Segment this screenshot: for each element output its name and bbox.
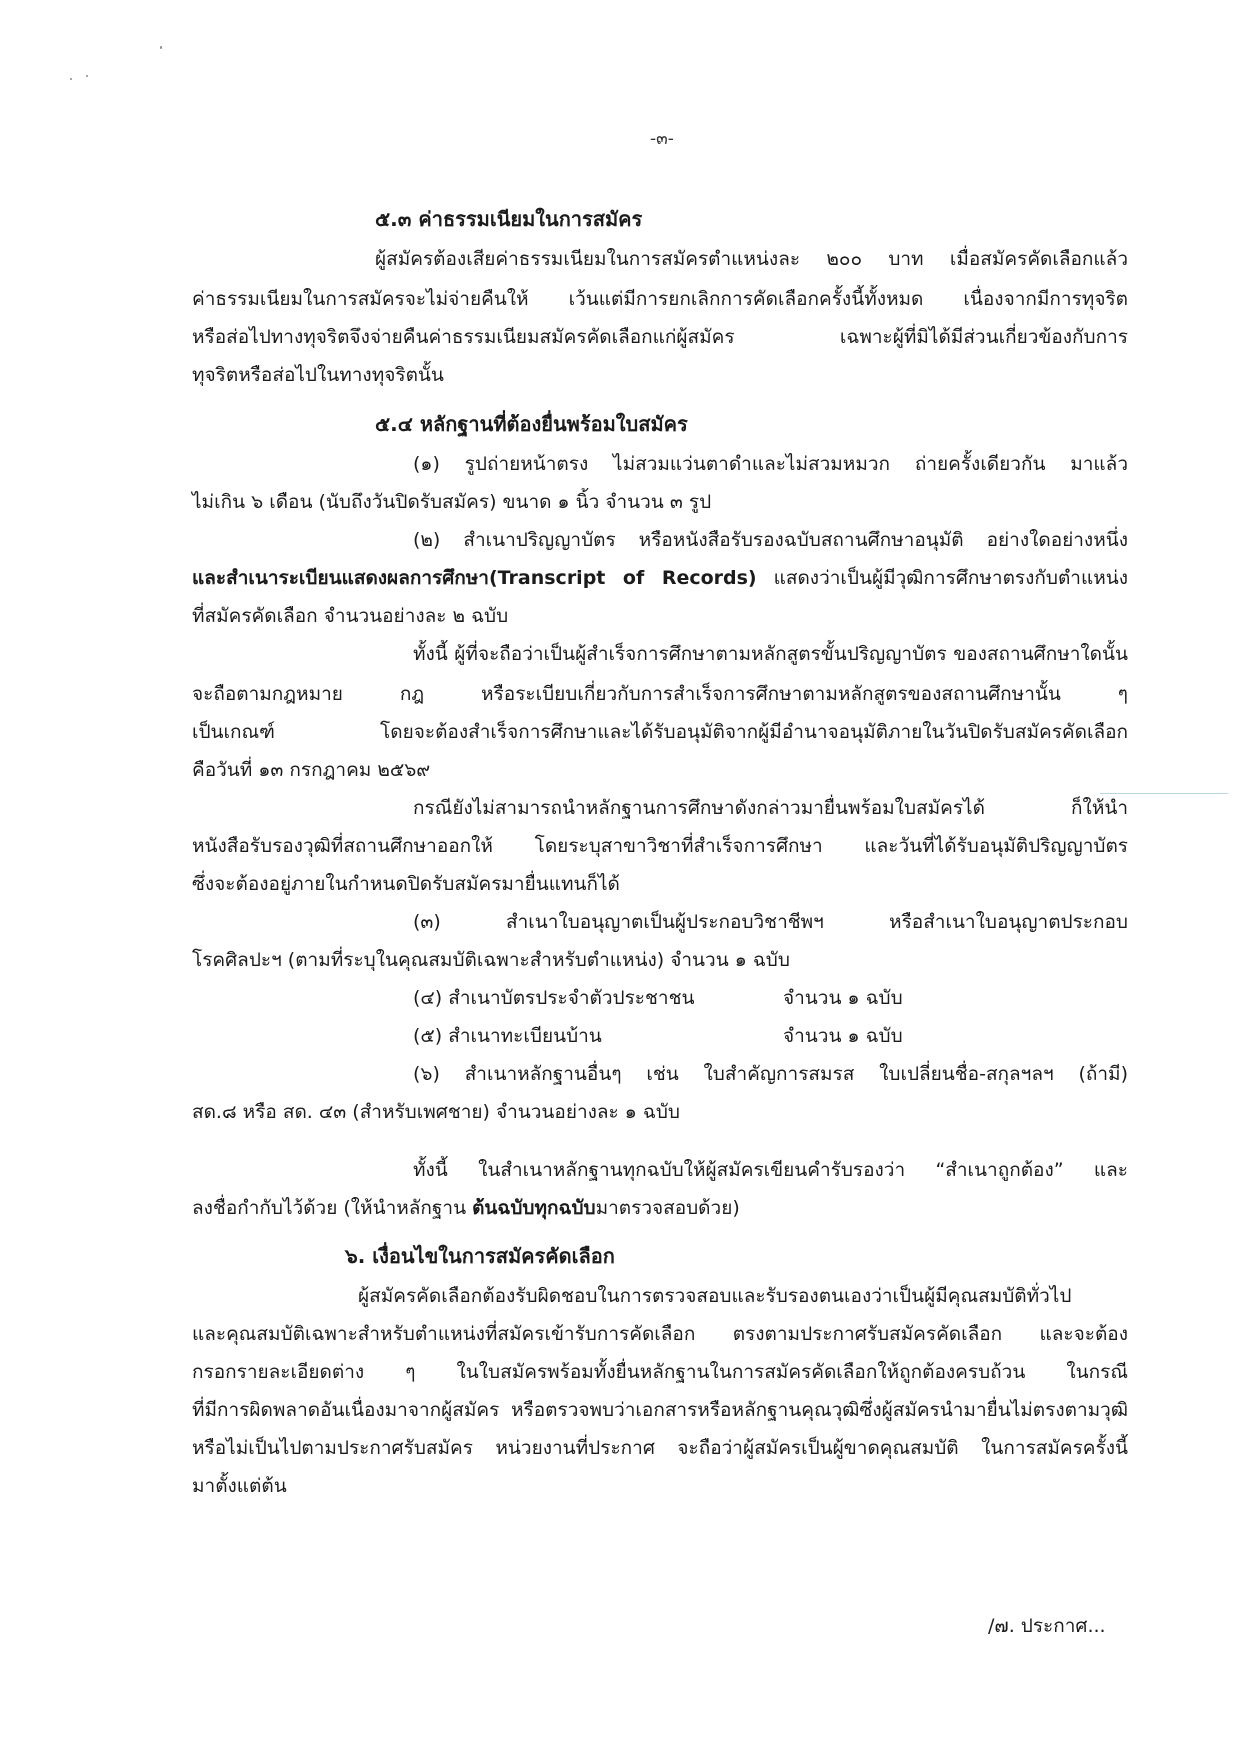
paragraph-line: มาตั้งแต่ต้น <box>192 1475 287 1497</box>
paragraph-line: ผู้สมัครคัดเลือกต้องรับผิดชอบในการตรวจสอบและรับรองตนเองว่าเป็นผู้มีคุณสมบัติทั่วไป <box>358 1285 1072 1307</box>
certification-line <box>192 1194 740 1222</box>
item-5-amount: จำนวน ๑ ฉบับ <box>783 1025 903 1047</box>
scan-speck <box>86 75 88 77</box>
note-2-line: หนังสือรับรองวุฒิที่สถานศึกษาออกให้ โดยระบุสาขาวิชาที่สำเร็จการศึกษา และวันที่ได้รับอนุมัติปริญญาบัตร <box>192 835 1128 857</box>
scan-speck <box>160 46 162 49</box>
scan-speck <box>70 78 72 80</box>
item-2-bold-text: และสำเนาระเบียนแสดงผลการศึกษา(Transcript of Records) <box>192 567 757 589</box>
note-2-line: กรณียังไม่สามารถนำหลักฐานการศึกษาดังกล่าวมายื่นพร้อมใบสมัครได้ ก็ให้นำ <box>413 797 1128 819</box>
note-1-line: จะถือตามกฎหมาย กฎ หรือระเบียบเกี่ยวกับการสำเร็จการศึกษาตามหลักสูตรของสถานศึกษานั้น ๆ <box>192 683 1128 705</box>
section-5-3-heading: ๕.๓ ค่าธรรมเนียมในการสมัคร <box>375 207 643 231</box>
item-2-text: แสดงว่าเป็นผู้มีวุฒิการศึกษาตรงกับตำแหน่ง <box>756 567 1129 589</box>
item-6-line: สด.๘ หรือ สด. ๔๓ (สำหรับเพศชาย) จำนวนอย่างละ ๑ ฉบับ <box>192 1101 680 1123</box>
paragraph-line: กรอกรายละเอียดต่าง ๆ ในใบสมัครพร้อมทั้งยื่นหลักฐานในการสมัครคัดเลือกให้ถูกต้องครบถ้วน ในกรณี <box>192 1361 1128 1383</box>
section-5-4-heading: ๕.๔ หลักฐานที่ต้องยื่นพร้อมใบสมัคร <box>375 412 688 436</box>
item-1-line: (๑) รูปถ่ายหน้าตรง ไม่สวมแว่นตาดำและไม่สวมหมวก ถ่ายครั้งเดียวกัน มาแล้ว <box>413 453 1128 475</box>
certification-text: ลงชื่อกำกับไว้ด้วย (ให้นำหลักฐาน <box>192 1197 473 1219</box>
item-5-label: (๕) สำเนาทะเบียนบ้าน <box>413 1025 602 1047</box>
item-4-amount: จำนวน ๑ ฉบับ <box>783 987 903 1009</box>
item-6-line: (๖) สำเนาหลักฐานอื่นๆ เช่น ใบสำคัญการสมรส ใบเปลี่ยนชื่อ-สกุลฯลฯ (ถ้ามี) <box>413 1063 1128 1085</box>
item-2-line: (๒) สำเนาปริญญาบัตร หรือหนังสือรับรองฉบับสถานศึกษาอนุมัติ อย่างใดอย่างหนึ่ง <box>413 529 1128 551</box>
note-1-line: ทั้งนี้ ผู้ที่จะถือว่าเป็นผู้สำเร็จการศึกษาตามหลักสูตรขั้นปริญญาบัตร ของสถานศึกษาใดนั้น <box>413 643 1128 665</box>
continuation-note: /๗. ประกาศ... <box>988 1615 1106 1637</box>
item-1-line: ไม่เกิน ๖ เดือน (นับถึงวันปิดรับสมัคร) ขนาด ๑ นิ้ว จำนวน ๓ รูป <box>192 491 712 513</box>
certification-text: มาตรวจสอบด้วย) <box>595 1197 740 1219</box>
paragraph-line: ทุจริตหรือส่อไปในทางทุจริตนั้น <box>192 364 444 386</box>
item-2-line: ที่สมัครคัดเลือก จำนวนอย่างละ ๒ ฉบับ <box>192 605 509 627</box>
paragraph-line: ที่มีการผิดพลาดอันเนื่องมาจากผู้สมัคร หรือตรวจพบว่าเอกสารหรือหลักฐานคุณวุฒิซึ่งผู้สมัครนำมายื่นไม่ตรงตามวุฒิ <box>192 1399 1128 1421</box>
certification-bold-text: ต้นฉบับทุกฉบับ <box>472 1197 596 1219</box>
note-1-line: คือวันที่ ๑๓ กรกฎาคม ๒๕๖๙ <box>192 759 431 781</box>
paragraph-line: หรือไม่เป็นไปตามประกาศรับสมัคร หน่วยงานที่ประกาศ จะถือว่าผู้สมัครเป็นผู้ขาดคุณสมบัติ ในการสมัครครั้งนี้ <box>192 1437 1128 1459</box>
paragraph-line: และคุณสมบัติเฉพาะสำหรับตำแหน่งที่สมัครเข้ารับการคัดเลือก ตรงตามประกาศรับสมัครคัดเลือก และจะต้อง <box>192 1323 1128 1345</box>
paragraph-line: ค่าธรรมเนียมในการสมัครจะไม่จ่ายคืนให้ เว้นแต่มีการยกเลิกการคัดเลือกครั้งนี้ทั้งหมด เนื่องจากมีการทุจริต <box>192 288 1128 310</box>
note-2-line: ซึ่งจะต้องอยู่ภายในกำหนดปิดรับสมัครมายื่นแทนก็ได้ <box>192 873 620 895</box>
item-2-line <box>192 564 1128 592</box>
item-3-line: (๓) สำเนาใบอนุญาตเป็นผู้ประกอบวิชาชีพฯ หรือสำเนาใบอนุญาตประกอบ <box>413 911 1128 933</box>
page-number: -๓- <box>650 129 674 149</box>
paragraph-line: หรือส่อไปทางทุจริตจึงจ่ายคืนค่าธรรมเนียมสมัครคัดเลือกแก่ผู้สมัคร เฉพาะผู้ที่มิได้มีส่วนเกี่ยวข้องกับการ <box>192 326 1128 348</box>
item-4-label: (๔) สำเนาบัตรประจำตัวประชาชน <box>413 987 695 1009</box>
item-3-line: โรคศิลปะฯ (ตามที่ระบุในคุณสมบัติเฉพาะสำหรับตำแหน่ง) จำนวน ๑ ฉบับ <box>192 949 790 971</box>
note-1-line: เป็นเกณฑ์ โดยจะต้องสำเร็จการศึกษาและได้รับอนุมัติจากผู้มีอำนาจอนุมัติภายในวันปิดรับสมัครคัดเลือก <box>192 721 1128 743</box>
section-6-heading: ๖. เงื่อนไขในการสมัครคัดเลือก <box>345 1244 615 1268</box>
certification-line: ทั้งนี้ ในสำเนาหลักฐานทุกฉบับให้ผู้สมัครเขียนคำรับรองว่า “สำเนาถูกต้อง” และ <box>413 1159 1128 1181</box>
paragraph-line: ผู้สมัครต้องเสียค่าธรรมเนียมในการสมัครตำแหน่งละ ๒๐๐ บาท เมื่อสมัครคัดเลือกแล้ว <box>375 248 1128 270</box>
